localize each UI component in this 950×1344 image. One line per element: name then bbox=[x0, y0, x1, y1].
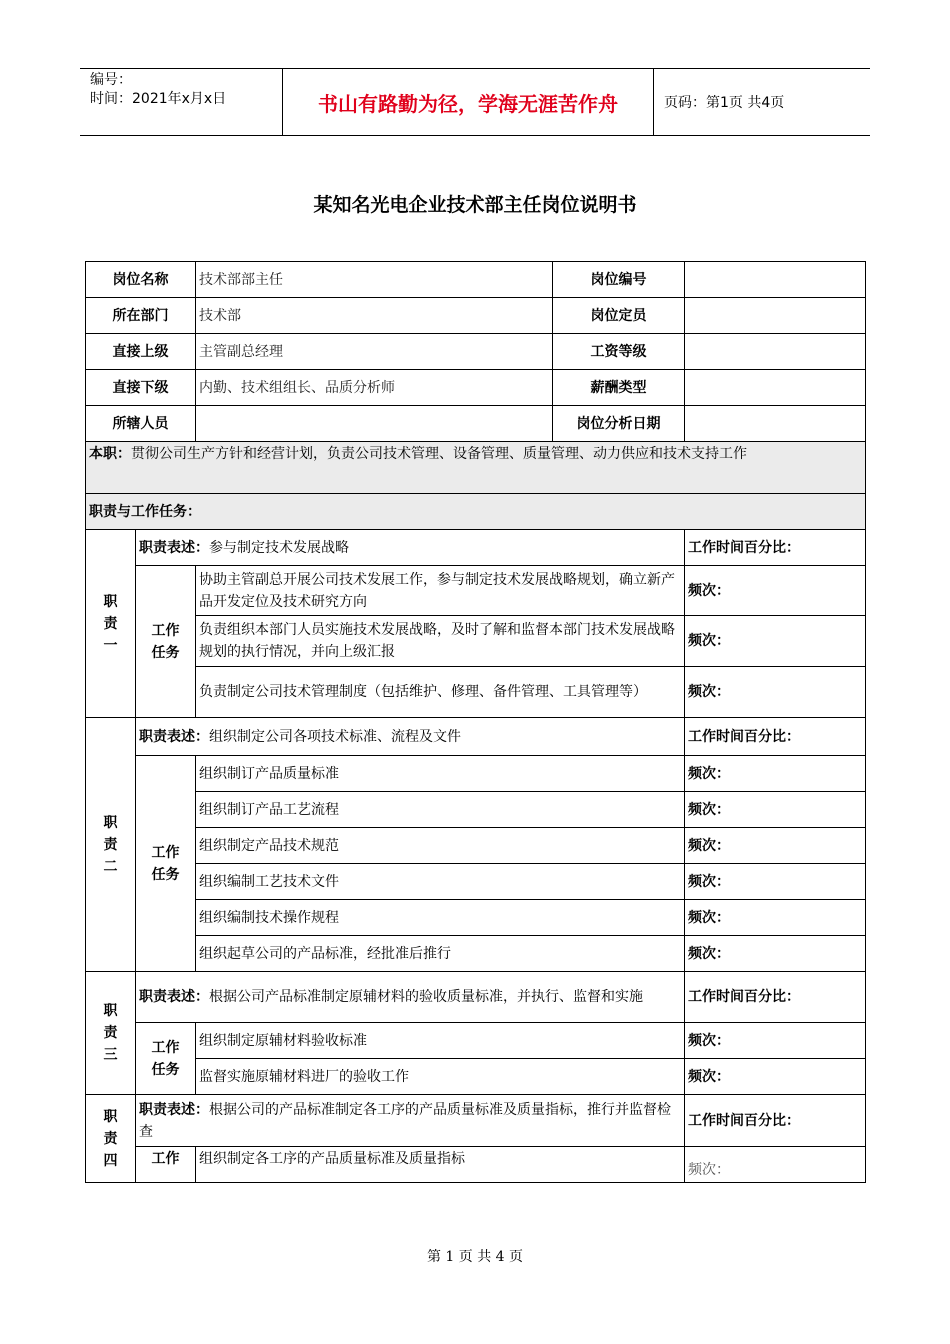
task-row bbox=[86, 936, 866, 972]
task-row bbox=[86, 667, 866, 718]
frequency-label: 频次： bbox=[685, 1023, 866, 1059]
task-label-line: 工作 bbox=[151, 844, 180, 861]
duty-summary-text: 贯彻公司生产方针和经营计划，负责公司技术管理、设备管理、质量管理、动力供应和技术支持工作 bbox=[131, 446, 747, 462]
duties-header: 职责与工作任务： bbox=[86, 494, 866, 530]
position-no-value bbox=[685, 262, 866, 298]
frequency-label: 频次： bbox=[685, 828, 866, 864]
task-text: 组织制定各工序的产品质量标准及质量指标 bbox=[196, 1147, 685, 1183]
header-meta bbox=[80, 69, 282, 135]
duty-name-char: 二 bbox=[103, 858, 118, 875]
job-description-table bbox=[85, 261, 866, 1183]
pay-type-label: 薪酬类型 bbox=[553, 370, 685, 406]
desc-text: 参与制定技术发展战略 bbox=[209, 539, 349, 556]
duty-summary-row bbox=[86, 442, 866, 494]
info-row bbox=[86, 370, 866, 406]
pay-type-value bbox=[685, 370, 866, 406]
analysis-date-label: 岗位分析日期 bbox=[553, 406, 685, 442]
task-text: 负责组织本部门人员实施技术发展战略，及时了解和监督本部门技术发展战略规划的执行情况，并向上级汇报 bbox=[196, 616, 685, 667]
desc-label: 职责表述： bbox=[139, 539, 209, 556]
document-title: 某知名光电企业技术部主任岗位说明书 bbox=[313, 194, 637, 216]
subordinate-value: 内勤、技术组组长、品质分析师 bbox=[196, 370, 553, 406]
task-label-line: 任务 bbox=[151, 1061, 180, 1078]
position-no-label: 岗位编号 bbox=[553, 262, 685, 298]
task-text: 组织制订产品工艺流程 bbox=[196, 792, 685, 828]
salary-grade-label: 工资等级 bbox=[553, 334, 685, 370]
task-row bbox=[86, 1147, 866, 1183]
task-row bbox=[86, 1059, 866, 1095]
desc-text: 组织制定公司各项技术标准、流程及文件 bbox=[209, 728, 461, 745]
desc-text: 根据公司的产品标准制定各工序的产品质量标准及质量指标，推行并监督检查 bbox=[139, 1101, 671, 1140]
task-row bbox=[86, 566, 866, 616]
duty-summary-label: 本职： bbox=[89, 446, 131, 462]
duty-name-char: 责 bbox=[103, 615, 118, 632]
frequency-label: 频次： bbox=[685, 566, 866, 616]
info-row bbox=[86, 406, 866, 442]
time-percent-label: 工作时间百分比： bbox=[685, 1095, 866, 1147]
task-text: 组织制定原辅材料验收标准 bbox=[196, 1023, 685, 1059]
header-time: 时间：2021年x月x日 bbox=[90, 91, 227, 107]
staff-label: 所辖人员 bbox=[86, 406, 196, 442]
duty-desc-row bbox=[86, 972, 866, 1023]
frequency-label: 频次： bbox=[685, 1147, 866, 1183]
duty-name-char: 三 bbox=[103, 1047, 118, 1063]
task-text: 监督实施原辅材料进厂的验收工作 bbox=[196, 1059, 685, 1095]
position-name-label: 岗位名称 bbox=[86, 262, 196, 298]
duty-name-char: 责 bbox=[103, 1130, 118, 1147]
task-row bbox=[86, 616, 866, 667]
duty-description bbox=[136, 718, 685, 756]
task-text: 协助主管副总开展公司技术发展工作，参与制定技术发展战略规划，确立新产品开发定位及技术研究方向 bbox=[196, 566, 685, 616]
frequency-label: 频次： bbox=[685, 936, 866, 972]
desc-text: 根据公司产品标准制定原辅材料的验收质量标准，并执行、监督和实施 bbox=[209, 989, 643, 1005]
task-label-line: 工作 bbox=[151, 1039, 180, 1056]
subordinate-label: 直接下级 bbox=[86, 370, 196, 406]
page-header bbox=[80, 68, 870, 136]
header-number: 编号： bbox=[90, 72, 132, 88]
duty-desc-row bbox=[86, 530, 866, 566]
frequency-label: 频次： bbox=[685, 616, 866, 667]
duty-name-char: 职 bbox=[103, 1108, 118, 1125]
frequency-label: 频次： bbox=[685, 667, 866, 718]
info-row bbox=[86, 262, 866, 298]
task-text: 组织制订产品质量标准 bbox=[196, 756, 685, 792]
analysis-date-value bbox=[685, 406, 866, 442]
superior-label: 直接上级 bbox=[86, 334, 196, 370]
task-label-line: 任务 bbox=[151, 644, 180, 661]
task-text: 组织起草公司的产品标准，经批准后推行 bbox=[196, 936, 685, 972]
duty-name-char: 四 bbox=[103, 1152, 118, 1169]
time-percent-label: 工作时间百分比： bbox=[685, 972, 866, 1023]
superior-value: 主管副总经理 bbox=[196, 334, 553, 370]
desc-label: 职责表述： bbox=[139, 1101, 209, 1118]
duty-name-char: 职 bbox=[103, 593, 118, 610]
header-page-info: 页码：第1页 共4页 bbox=[664, 95, 785, 111]
task-row bbox=[86, 756, 866, 792]
task-row bbox=[86, 1023, 866, 1059]
task-text: 负责制定公司技术管理制度（包括维护、修理、备件管理、工具管理等） bbox=[196, 667, 685, 718]
task-text: 组织编制技术操作规程 bbox=[196, 900, 685, 936]
task-label bbox=[136, 756, 196, 972]
task-label-line: 工作 bbox=[151, 622, 180, 639]
task-text: 组织制定产品技术规范 bbox=[196, 828, 685, 864]
task-text: 组织编制工艺技术文件 bbox=[196, 864, 685, 900]
headcount-label: 岗位定员 bbox=[553, 298, 685, 334]
department-label: 所在部门 bbox=[86, 298, 196, 334]
time-percent-label: 工作时间百分比： bbox=[685, 530, 866, 566]
desc-label: 职责表述： bbox=[139, 989, 209, 1005]
duty-name-char: 职 bbox=[103, 1003, 118, 1019]
duty-name bbox=[86, 718, 136, 972]
duty-name bbox=[86, 530, 136, 718]
duty-desc-row bbox=[86, 718, 866, 756]
duty-summary bbox=[86, 442, 866, 494]
duty-description bbox=[136, 1095, 685, 1147]
duty-name-char: 责 bbox=[103, 836, 118, 853]
time-percent-label: 工作时间百分比： bbox=[685, 718, 866, 756]
info-row bbox=[86, 298, 866, 334]
page-footer: 第 1 页 共 4 页 bbox=[426, 1249, 524, 1265]
duty-desc-row bbox=[86, 1095, 866, 1147]
salary-grade-value bbox=[685, 334, 866, 370]
duty-name-char: 一 bbox=[103, 637, 118, 654]
frequency-label: 频次： bbox=[685, 900, 866, 936]
header-slogan: 书山有路勤为径，学海无涯苦作舟 bbox=[282, 69, 654, 135]
frequency-label: 频次： bbox=[685, 864, 866, 900]
task-row bbox=[86, 900, 866, 936]
task-label bbox=[136, 566, 196, 718]
task-row bbox=[86, 864, 866, 900]
duty-name bbox=[86, 972, 136, 1095]
duty-description bbox=[136, 972, 685, 1023]
desc-label: 职责表述： bbox=[139, 728, 209, 745]
staff-value bbox=[196, 406, 553, 442]
duty-description bbox=[136, 530, 685, 566]
duty-name bbox=[86, 1095, 136, 1183]
duties-header-row bbox=[86, 494, 866, 530]
frequency-label: 频次： bbox=[685, 1059, 866, 1095]
duty-name-char: 责 bbox=[103, 1025, 118, 1041]
position-name-value: 技术部部主任 bbox=[196, 262, 553, 298]
frequency-label: 频次： bbox=[685, 756, 866, 792]
department-value: 技术部 bbox=[196, 298, 553, 334]
task-label-line: 任务 bbox=[151, 866, 180, 883]
headcount-value bbox=[685, 298, 866, 334]
info-row bbox=[86, 334, 866, 370]
task-label: 工作 bbox=[136, 1147, 196, 1183]
duty-name-char: 职 bbox=[103, 814, 118, 831]
frequency-label: 频次： bbox=[685, 792, 866, 828]
task-row bbox=[86, 792, 866, 828]
task-row bbox=[86, 828, 866, 864]
task-label bbox=[136, 1023, 196, 1095]
